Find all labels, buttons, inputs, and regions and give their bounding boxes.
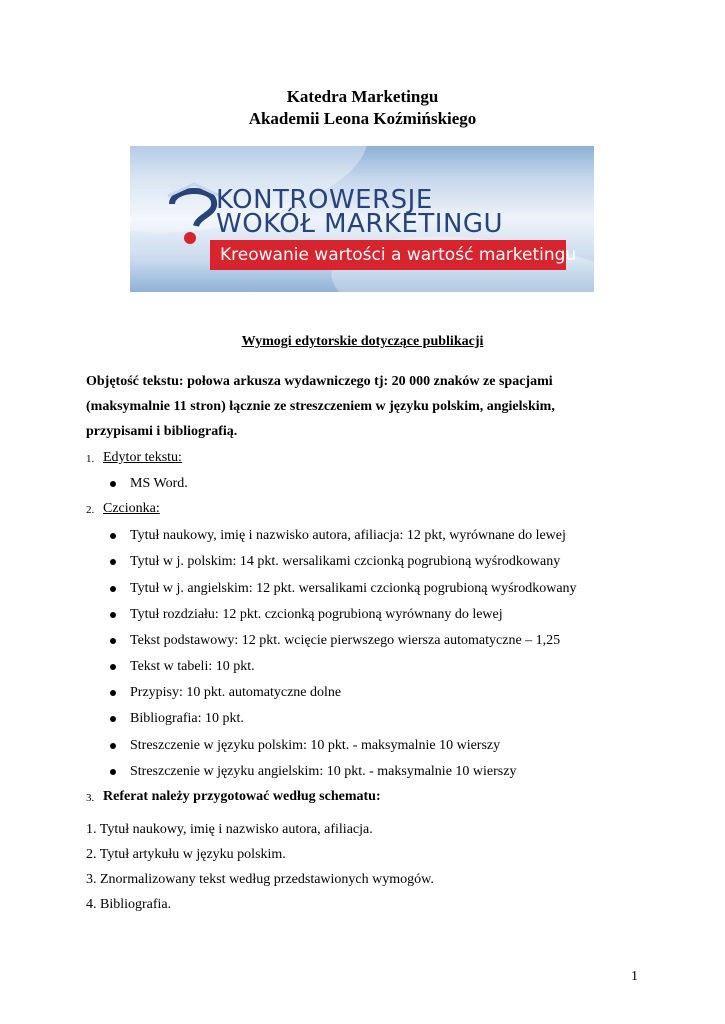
intro-line: przypisami i bibliografią. [86,424,238,439]
bullet-icon [110,586,116,592]
schema-item: 4. Bibliografia. [86,897,172,912]
bullet-icon [110,481,116,487]
intro-line: (maksymalnie 11 stron) łącznie ze streszczeniem w języku polskim, angielskim, [86,399,555,414]
list-item: Streszczenie w języku polskim: 10 pkt. - maksymalnie 10 wierszy [130,738,501,753]
bullet-icon [110,716,116,722]
header-title-line1: Katedra Marketingu [286,87,439,106]
section-title: Wymogi edytorskie dotyczące publikacji [241,334,484,349]
item-label: Referat należy przygotować według schematu: [103,789,381,804]
list-item: Tytuł w j. angielskim: 12 pkt. wersalikami czcionką pogrubioną wyśrodkowany [130,581,577,596]
header-title-line2: Akademii Leona Koźmińskiego [248,109,477,128]
item-number: 1. [86,453,95,465]
list-item: Streszczenie w języku angielskim: 10 pkt. - maksymalnie 10 wierszy [130,764,517,779]
list-item: Bibliografia: 10 pkt. [130,711,244,726]
page-number: 1 [631,969,638,984]
banner-subtitle-bar [210,240,577,270]
item-number: 3. [86,792,95,804]
bullet-icon [110,743,116,749]
list-item: Tekst podstawowy: 12 pkt. wcięcie pierwszego wiersza automatyczne – 1,25 [130,633,561,648]
list-item: Przypisy: 10 pkt. automatyczne dolne [130,685,342,700]
item-number: 2. [86,504,95,516]
bullet-icon [110,559,116,565]
banner-title-line2: WOKÓŁ MARKETINGU [216,209,504,239]
list-item: MS Word. [130,476,188,491]
bullet-icon [110,769,116,775]
bullet-icon [110,533,116,539]
conference-banner [130,146,594,292]
bullet-icon [110,664,116,670]
bullet-icon [110,638,116,644]
list-item: Tytuł naukowy, imię i nazwisko autora, afiliacja: 12 pkt, wyrównane do lewej [130,528,566,543]
bullet-icon [110,690,116,696]
item-label: Czcionka: [103,501,160,516]
schema-item: 1. Tytuł naukowy, imię i nazwisko autora, afiliacja. [86,822,373,837]
list-item: Tytuł w j. polskim: 14 pkt. wersalikami czcionką pogrubioną wyśrodkowany [130,554,561,569]
banner-subtitle: Kreowanie wartości a wartość marketingu [220,245,577,265]
schema-item: 3. Znormalizowany tekst według przedstawionych wymogów. [86,872,434,887]
item-label: Edytor tekstu: [103,450,182,465]
intro-line: Objętość tekstu: połowa arkusza wydawniczego tj: 20 000 znaków ze spacjami [86,374,553,389]
banner-title-line1: KONTROWERSJE [216,185,433,215]
bullet-icon [110,612,116,618]
list-item: Tytuł rozdziału: 12 pkt. czcionką pogrubioną wyrównany do lewej [130,607,503,622]
schema-item: 2. Tytuł artykułu w języku polskim. [86,847,286,862]
list-item: Tekst w tabeli: 10 pkt. [130,659,255,674]
